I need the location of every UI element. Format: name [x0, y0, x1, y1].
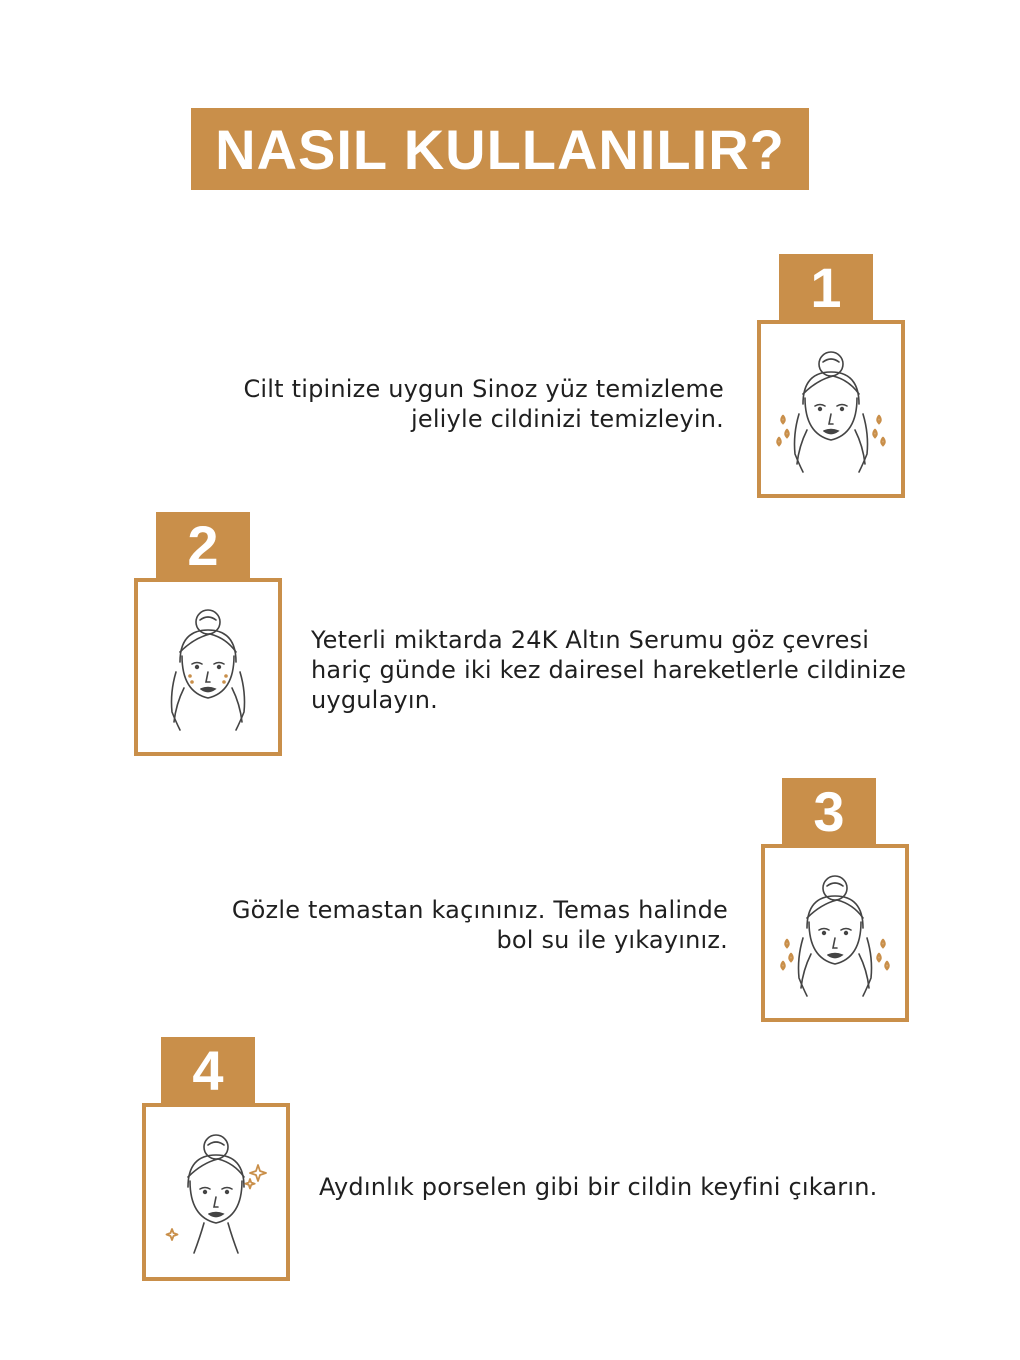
face-rinsing-icon: [773, 858, 897, 1008]
step-1-number: 1: [810, 255, 842, 319]
step-1-description: [196, 374, 724, 434]
step-2-line-2: hariç günde iki kez dairesel hareketlerle cildinize: [311, 656, 907, 684]
step-1-line-1: Cilt tipinize uygun Sinoz yüz temizleme: [243, 375, 724, 403]
step-4-number-tab: [161, 1037, 255, 1103]
step-3-line-1: Gözle temastan kaçınınız. Temas halinde: [231, 896, 728, 924]
title-banner: [191, 108, 809, 190]
step-3-illustration-frame: [761, 844, 909, 1022]
step-4-line-1: Aydınlık porselen gibi bir cildin keyfini çıkarın.: [319, 1173, 878, 1201]
step-3-number-tab: [782, 778, 876, 844]
step-2-line-3: uygulayın.: [311, 686, 438, 714]
step-1-number-tab: [779, 254, 873, 320]
step-2-illustration-frame: [134, 578, 282, 756]
step-2-number: 2: [187, 513, 219, 577]
step-4-description: [319, 1172, 919, 1202]
face-serum-application-icon: [146, 592, 270, 742]
face-glowing-icon: [154, 1117, 278, 1267]
step-3-line-2: bol su ile yıkayınız.: [496, 926, 728, 954]
face-cleansing-icon: [769, 334, 893, 484]
step-3-description: [170, 895, 728, 955]
step-1-illustration-frame: [757, 320, 905, 498]
step-4-illustration-frame: [142, 1103, 290, 1281]
step-4-number: 4: [192, 1038, 224, 1102]
page-title: NASIL KULLANILIR?: [215, 117, 785, 181]
step-2-number-tab: [156, 512, 250, 578]
step-1-line-2: jeliyle cildinizi temizleyin.: [410, 405, 724, 433]
step-2-line-1: Yeterli miktarda 24K Altın Serumu göz çevresi: [311, 626, 870, 654]
step-2-description: [311, 625, 911, 715]
step-3-number: 3: [813, 779, 845, 843]
